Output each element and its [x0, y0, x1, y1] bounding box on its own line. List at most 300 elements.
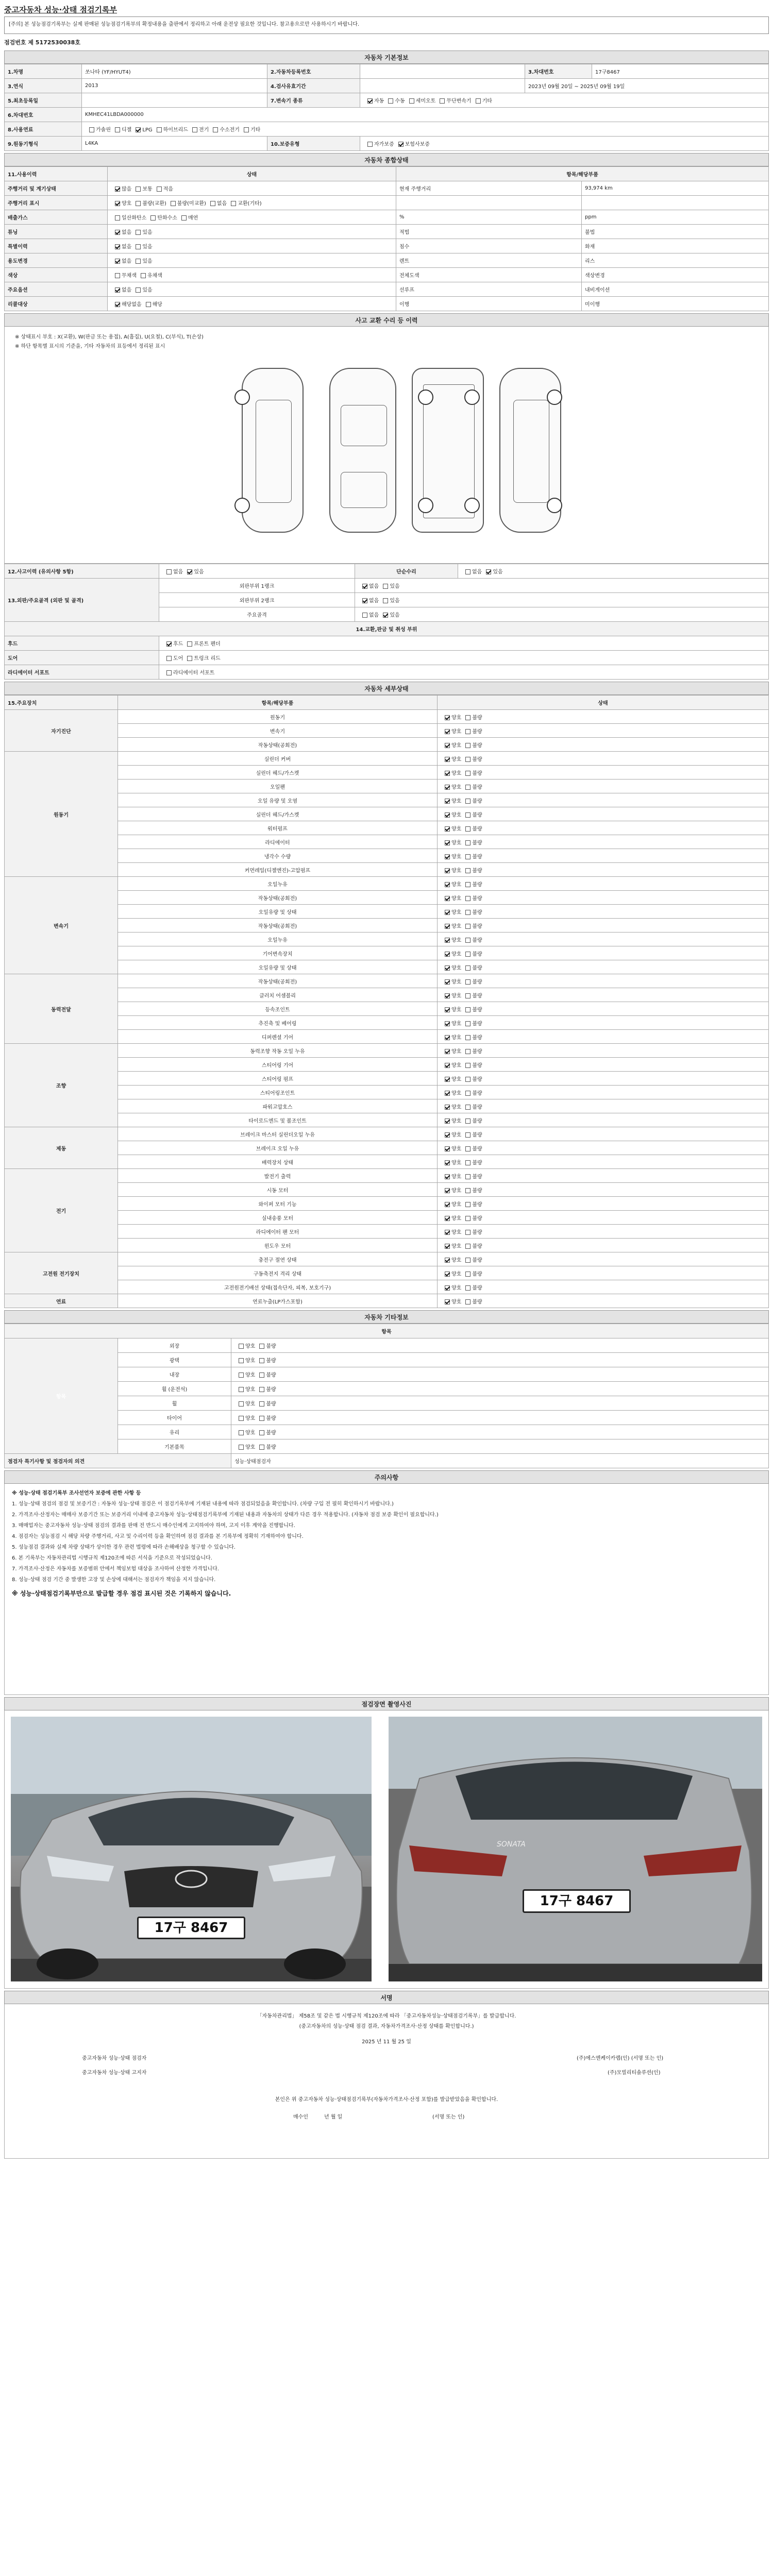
opt-label: 없음: [173, 569, 183, 575]
checkbox-good[interactable]: [445, 1272, 450, 1277]
checkbox-status[interactable]: [171, 201, 176, 206]
option-label: 양호: [451, 895, 462, 902]
checkbox-bad[interactable]: [259, 1344, 264, 1349]
option-label: 불량: [472, 756, 482, 762]
row-part-2: 93,974 km: [582, 181, 769, 196]
inspector-opinion-value: 성능·상태점검자: [231, 1454, 769, 1468]
device-state: [438, 779, 769, 793]
checkbox-bad[interactable]: [465, 826, 470, 832]
detail-row: [5, 1211, 769, 1225]
checkbox-good[interactable]: [445, 868, 450, 873]
checkbox-etc[interactable]: [476, 98, 481, 104]
device-group: 고전원 전기장치: [5, 1252, 118, 1294]
checkbox-status[interactable]: [115, 215, 120, 221]
device-item: 오일유량 및 상태: [118, 905, 438, 919]
device-state: [438, 1099, 769, 1113]
detail-row: [5, 1099, 769, 1113]
checkbox-status[interactable]: [115, 302, 120, 307]
device-item: 발전기 출력: [118, 1169, 438, 1183]
checkbox-status[interactable]: [181, 215, 187, 221]
checkbox-rank2-none[interactable]: [362, 598, 367, 603]
device-state: [438, 1127, 769, 1141]
option-label: 불량: [472, 868, 482, 874]
device-state: [438, 891, 769, 905]
checkbox-good[interactable]: [445, 1160, 450, 1165]
checkbox-lpg[interactable]: [136, 127, 141, 132]
checkbox-good[interactable]: [445, 910, 450, 915]
other-state: [231, 1396, 769, 1411]
checkbox-good[interactable]: [445, 1188, 450, 1193]
checkbox-status[interactable]: [136, 187, 141, 192]
row-part-2: 색상변경: [582, 268, 769, 282]
checkbox-good[interactable]: [445, 715, 450, 720]
note-item: 3. 매매업자는 중고자동차 성능·상태 점검의 결과를 판매 전 반드시 매수인에게 고지하여야 하며, 고지 이후 계약을 진행합니다.: [12, 1523, 295, 1529]
checkbox-good[interactable]: [445, 1285, 450, 1291]
checkbox-good[interactable]: [445, 743, 450, 748]
option-label: 양호: [451, 1021, 462, 1027]
device-state: [438, 807, 769, 821]
checkbox-good[interactable]: [239, 1344, 244, 1349]
checkbox-bad[interactable]: [465, 840, 470, 845]
checkbox-good[interactable]: [445, 1202, 450, 1207]
checkbox-good[interactable]: [239, 1430, 244, 1435]
checkbox-status[interactable]: [115, 273, 120, 278]
device-state: [438, 1197, 769, 1211]
checkbox-good[interactable]: [239, 1445, 244, 1450]
checkbox-bad[interactable]: [465, 799, 470, 804]
checkbox-bad[interactable]: [465, 1105, 470, 1110]
other-row: [5, 1338, 769, 1353]
checkbox-good[interactable]: [445, 924, 450, 929]
checkbox-good[interactable]: [445, 965, 450, 971]
checkbox-status[interactable]: [115, 244, 120, 249]
car-diagram-panel: [4, 327, 769, 564]
checkbox-bad[interactable]: [465, 854, 470, 859]
checkbox-bad[interactable]: [465, 882, 470, 887]
checkbox-bad[interactable]: [465, 938, 470, 943]
other-extra-row: [5, 1454, 769, 1468]
checkbox-cvt[interactable]: [440, 98, 445, 104]
opt-label: 보험사보증: [405, 142, 430, 147]
device-item: 실린더 헤드/가스켓: [118, 807, 438, 821]
device-item: 냉각수 수량: [118, 849, 438, 863]
checkbox-bad[interactable]: [465, 1216, 470, 1221]
checkbox-status[interactable]: [231, 201, 236, 206]
rear-photo: [389, 1717, 762, 1981]
checkbox-frame-none[interactable]: [362, 613, 367, 618]
detail-row: [5, 1002, 769, 1016]
checkbox-manual[interactable]: [388, 98, 393, 104]
checkbox-good[interactable]: [445, 1077, 450, 1082]
checkbox-bad[interactable]: [465, 1049, 470, 1054]
detail-row: [5, 1225, 769, 1239]
checkbox-bad[interactable]: [465, 715, 470, 720]
checkbox-part[interactable]: [187, 641, 192, 647]
note-item: 5. 성능점검 결과와 실제 차량 상태가 상이한 경우 관련 법령에 따라 손해배상을 청구할 수 있습니다.: [12, 1545, 236, 1550]
checkbox-good[interactable]: [445, 840, 450, 845]
opt-label: 있음: [390, 598, 400, 604]
checkbox-status[interactable]: [136, 201, 141, 206]
rank2-options: [355, 593, 769, 607]
checkbox-bad[interactable]: [259, 1430, 264, 1435]
col-history: 11.사용이력: [5, 167, 108, 181]
checkbox-rank1-none[interactable]: [362, 584, 367, 589]
option-label: 불량: [266, 1358, 276, 1364]
option-label: 양호: [451, 1090, 462, 1096]
device-item: 파워고압호스: [118, 1099, 438, 1113]
option-label: 양호: [451, 728, 462, 735]
option-label: 불량: [472, 1243, 482, 1249]
checkbox-bad[interactable]: [465, 1272, 470, 1277]
label-reg-no: 2.자동차등록번호: [267, 64, 360, 79]
checkbox-bad[interactable]: [465, 1035, 470, 1040]
checkbox-good[interactable]: [445, 1216, 450, 1221]
checkbox-bad[interactable]: [465, 757, 470, 762]
checkbox-good[interactable]: [445, 896, 450, 901]
checkbox-bad[interactable]: [465, 812, 470, 818]
option-label: 불량: [472, 923, 482, 929]
section-photos-header: 점검장면 촬영사진: [4, 1697, 769, 1710]
checkbox-bad[interactable]: [465, 1174, 470, 1179]
checkbox-good[interactable]: [445, 785, 450, 790]
checkbox-semi[interactable]: [409, 98, 414, 104]
option-label: 불량: [472, 1035, 482, 1041]
checkbox-good[interactable]: [445, 1230, 450, 1235]
option-label: 보통: [142, 187, 153, 192]
detail-row: [5, 724, 769, 738]
checkbox-good[interactable]: [445, 1146, 450, 1151]
row-label: 튜닝: [5, 225, 108, 239]
checkbox-good[interactable]: [445, 993, 450, 998]
checkbox-good[interactable]: [445, 1299, 450, 1304]
checkbox-bad[interactable]: [259, 1416, 264, 1421]
option-label: 해당없음: [122, 302, 142, 308]
checkbox-bad[interactable]: [465, 1160, 470, 1165]
checkbox-bad[interactable]: [465, 952, 470, 957]
checkbox-good[interactable]: [445, 1091, 450, 1096]
checkbox-status[interactable]: [136, 230, 141, 235]
device-item: 윈도우 모터: [118, 1239, 438, 1252]
checkbox-electric[interactable]: [192, 127, 197, 132]
checkbox-repair-yes[interactable]: [486, 569, 491, 574]
detail-row: [5, 891, 769, 905]
device-item: 스티어링 펌프: [118, 1072, 438, 1086]
option-label: 불량: [472, 715, 482, 721]
opt-label: 없음: [369, 598, 379, 604]
checkbox-status[interactable]: [150, 215, 156, 221]
rank1-options: [355, 579, 769, 593]
checkbox-status[interactable]: [115, 187, 120, 192]
checkbox-bad[interactable]: [465, 1230, 470, 1235]
opt-label: 프론트 펜더: [194, 641, 221, 647]
checkbox-bad[interactable]: [465, 993, 470, 998]
detail-row: [5, 974, 769, 988]
label-rank2: 외판부위 2랭크: [159, 593, 355, 607]
checkbox-bad[interactable]: [465, 896, 470, 901]
checkbox-good[interactable]: [239, 1358, 244, 1363]
row-label: 리콜대상: [5, 297, 108, 311]
device-item: 실내송풍 모터: [118, 1211, 438, 1225]
checkbox-good[interactable]: [445, 1035, 450, 1040]
detail-row: [5, 821, 769, 835]
checkbox-status[interactable]: [115, 287, 120, 293]
option-label: 불량: [472, 840, 482, 846]
option-label: 불량: [472, 1215, 482, 1222]
checkbox-bad[interactable]: [465, 771, 470, 776]
option-label: 양호: [451, 1160, 462, 1166]
checkbox-status[interactable]: [146, 302, 151, 307]
checkbox-hybrid[interactable]: [157, 127, 162, 132]
opt-label: 있음: [493, 569, 503, 575]
option-label: 불량: [472, 1299, 482, 1305]
option-label: 불량: [472, 1174, 482, 1180]
device-item: 실린더 헤드/가스켓: [118, 766, 438, 779]
value-year: 2013: [82, 79, 267, 93]
checkbox-bad[interactable]: [465, 1202, 470, 1207]
checkbox-hydrogen[interactable]: [213, 127, 218, 132]
checkbox-status[interactable]: [210, 201, 215, 206]
row-part-2: [582, 196, 769, 210]
checkbox-good[interactable]: [445, 1007, 450, 1012]
checkbox-bad[interactable]: [259, 1445, 264, 1450]
checkbox-good[interactable]: [445, 1244, 450, 1249]
legend-line-1: ※ 상태표시 부호 : X(교환), W(판금 또는 용접), A(흠집), U(요철), C(부식), T(손상): [15, 334, 204, 340]
checkbox-bad[interactable]: [465, 1188, 470, 1193]
checkbox-good[interactable]: [445, 826, 450, 832]
row-label: 배출가스: [5, 210, 108, 225]
value-engine: L4KA: [82, 137, 267, 151]
option-label: 양호: [451, 1215, 462, 1222]
checkbox-bad[interactable]: [465, 1091, 470, 1096]
device-state: [438, 1294, 769, 1308]
device-state: [438, 724, 769, 738]
row-options: [108, 239, 396, 253]
option-label: 양호: [122, 201, 132, 207]
detail-row: [5, 1030, 769, 1044]
checkbox-good[interactable]: [445, 938, 450, 943]
detail-row: [5, 1252, 769, 1266]
checkbox-bad[interactable]: [465, 1146, 470, 1151]
label-simple-repair: 단순수리: [355, 564, 458, 579]
checkbox-bad[interactable]: [465, 1118, 470, 1124]
checkbox-status[interactable]: [115, 259, 120, 264]
value-inspection-period: 2023년 09월 20일 ~ 2025년 09월 19일: [525, 79, 769, 93]
option-label: 양호: [451, 1062, 462, 1069]
option-label: 불량: [472, 1188, 482, 1194]
option-label: 양호: [451, 756, 462, 762]
option-label: 양호: [451, 965, 462, 971]
checkbox-good[interactable]: [445, 882, 450, 887]
option-label: 불량: [266, 1445, 276, 1450]
checkbox-bad[interactable]: [465, 1244, 470, 1249]
option-label: 있음: [142, 287, 153, 293]
row-part-2: ppm: [582, 210, 769, 225]
checkbox-part[interactable]: [166, 641, 172, 647]
checkbox-bad[interactable]: [259, 1401, 264, 1406]
col-items: 항목/해당부품: [118, 696, 438, 710]
option-label: 양호: [451, 1299, 462, 1305]
other-state: [231, 1367, 769, 1382]
checkbox-good[interactable]: [445, 1105, 450, 1110]
device-state: [438, 1113, 769, 1127]
checkbox-status[interactable]: [157, 187, 162, 192]
checkbox-insurer-warranty[interactable]: [398, 142, 404, 147]
device-state: [438, 793, 769, 807]
checkbox-gasoline[interactable]: [89, 127, 94, 132]
opt-label: 수동: [395, 98, 405, 104]
detail-row: [5, 1280, 769, 1294]
checkbox-bad[interactable]: [465, 1063, 470, 1068]
device-item: 실린더 커버: [118, 752, 438, 766]
device-item: 오일누유: [118, 877, 438, 891]
checkbox-rank1-yes[interactable]: [383, 584, 388, 589]
option-label: 양호: [451, 1188, 462, 1194]
label-transmission: 7.변속기 종류: [267, 93, 360, 108]
option-label: 양호: [451, 1201, 462, 1208]
checkbox-bad[interactable]: [465, 785, 470, 790]
checkbox-bad[interactable]: [465, 924, 470, 929]
checkbox-status[interactable]: [115, 201, 120, 206]
checkbox-part[interactable]: [187, 656, 192, 661]
option-label: 탄화수소: [157, 215, 177, 221]
checkbox-good[interactable]: [445, 729, 450, 734]
checkbox-good[interactable]: [239, 1372, 244, 1378]
checkbox-good[interactable]: [445, 771, 450, 776]
checkbox-good[interactable]: [239, 1387, 244, 1392]
option-label: 없음: [122, 287, 132, 293]
label-main-frame: 주요골격: [159, 607, 355, 622]
option-label: 불량: [472, 812, 482, 818]
option-label: 교환(기타): [238, 201, 262, 207]
overall-row: [5, 181, 769, 196]
checkbox-frame-yes[interactable]: [383, 613, 388, 618]
checkbox-status[interactable]: [115, 230, 120, 235]
option-label: 불량: [472, 1146, 482, 1152]
checkbox-diesel[interactable]: [115, 127, 120, 132]
checkbox-good[interactable]: [445, 799, 450, 804]
device-state: [438, 1169, 769, 1183]
detail-row: [5, 960, 769, 974]
checkbox-bad[interactable]: [259, 1358, 264, 1363]
option-label: 불량: [472, 965, 482, 971]
checkbox-status[interactable]: [136, 259, 141, 264]
checkbox-good[interactable]: [445, 952, 450, 957]
part-hood: 후드: [5, 636, 159, 651]
checkbox-fuel-etc[interactable]: [244, 127, 249, 132]
checkbox-bad[interactable]: [465, 1077, 470, 1082]
row-options: [108, 282, 396, 297]
option-label: 없음: [122, 259, 132, 264]
device-state: [438, 1183, 769, 1197]
part-row-2: [159, 651, 769, 665]
device-item: 오일누유: [118, 933, 438, 946]
other-state: [231, 1353, 769, 1367]
device-item: 브레이크 마스터 실린더오일 누유: [118, 1127, 438, 1141]
option-label: 불량: [266, 1372, 276, 1378]
checkbox-good[interactable]: [445, 1021, 450, 1026]
opt-label: 없음: [369, 584, 379, 589]
option-label: 해당: [152, 302, 162, 308]
device-state: [438, 960, 769, 974]
checkbox-status[interactable]: [141, 273, 146, 278]
checkbox-good[interactable]: [239, 1401, 244, 1406]
row-part: [396, 196, 582, 210]
inspector-label: 중고자동차 성능·상태 점검자: [82, 2056, 147, 2061]
buyer-statement: 본인은 위 중고자동차 성능·상태점검기록부(자동차가격조사·산정 포함)를 발급받았음을 확인합니다.: [275, 2097, 498, 2103]
device-state: [438, 738, 769, 752]
checkbox-bad[interactable]: [465, 1021, 470, 1026]
checkbox-bad[interactable]: [465, 1299, 470, 1304]
checkbox-status[interactable]: [136, 287, 141, 293]
checkbox-part[interactable]: [166, 656, 172, 661]
checkbox-good[interactable]: [445, 979, 450, 985]
checkbox-bad[interactable]: [465, 979, 470, 985]
opt-label: 가솔린: [96, 127, 111, 133]
checkbox-status[interactable]: [136, 244, 141, 249]
device-state: [438, 919, 769, 933]
checkbox-accident-none[interactable]: [166, 569, 172, 574]
option-label: 불량: [472, 1104, 482, 1110]
checkbox-bad[interactable]: [465, 729, 470, 734]
option-label: 양호: [451, 742, 462, 749]
checkbox-bad[interactable]: [259, 1387, 264, 1392]
row-part: 침수: [396, 239, 582, 253]
device-item: 커먼레일(디젤엔진)-고압펌프: [118, 863, 438, 877]
checkbox-good[interactable]: [445, 1174, 450, 1179]
checkbox-bad[interactable]: [465, 1285, 470, 1291]
checkbox-bad[interactable]: [465, 1258, 470, 1263]
option-label: 불량: [472, 742, 482, 749]
checkbox-bad[interactable]: [465, 743, 470, 748]
opt-label: 도어: [173, 656, 183, 662]
checkbox-bad[interactable]: [465, 910, 470, 915]
checkbox-good[interactable]: [445, 1063, 450, 1068]
row-label: 특별이력: [5, 239, 108, 253]
checkbox-good[interactable]: [445, 1049, 450, 1054]
checkbox-good[interactable]: [239, 1416, 244, 1421]
checkbox-bad[interactable]: [465, 868, 470, 873]
option-label: 양호: [245, 1416, 256, 1421]
option-label: 양호: [451, 1257, 462, 1263]
row-part: %: [396, 210, 582, 225]
device-item: 고전원전기배선 상태(접속단자, 피복, 보호기구): [118, 1280, 438, 1294]
checkbox-good[interactable]: [445, 757, 450, 762]
checkbox-auto[interactable]: [367, 98, 373, 104]
checkbox-good[interactable]: [445, 812, 450, 818]
option-label: 불량: [472, 784, 482, 790]
option-label: 없음: [122, 244, 132, 250]
checkbox-self-warranty[interactable]: [367, 142, 373, 147]
checkbox-rank2-yes[interactable]: [383, 598, 388, 603]
section-detail-header: 자동차 세부상태: [4, 682, 769, 695]
checkbox-good[interactable]: [445, 1118, 450, 1124]
checkbox-repair-none[interactable]: [465, 569, 470, 574]
checkbox-bad[interactable]: [465, 1132, 470, 1138]
checkbox-bad[interactable]: [259, 1372, 264, 1378]
checkbox-bad[interactable]: [465, 965, 470, 971]
checkbox-accident-yes[interactable]: [187, 569, 192, 574]
detail-row: [5, 1058, 769, 1072]
checkbox-part[interactable]: [166, 670, 172, 675]
opt-label: 있음: [390, 584, 400, 589]
section-signature-header: 서명: [4, 1991, 769, 2004]
row-options: [108, 297, 396, 311]
checkbox-bad[interactable]: [465, 1007, 470, 1012]
checkbox-good[interactable]: [445, 1132, 450, 1138]
checkbox-good[interactable]: [445, 1258, 450, 1263]
checkbox-good[interactable]: [445, 854, 450, 859]
detail-row: [5, 738, 769, 752]
